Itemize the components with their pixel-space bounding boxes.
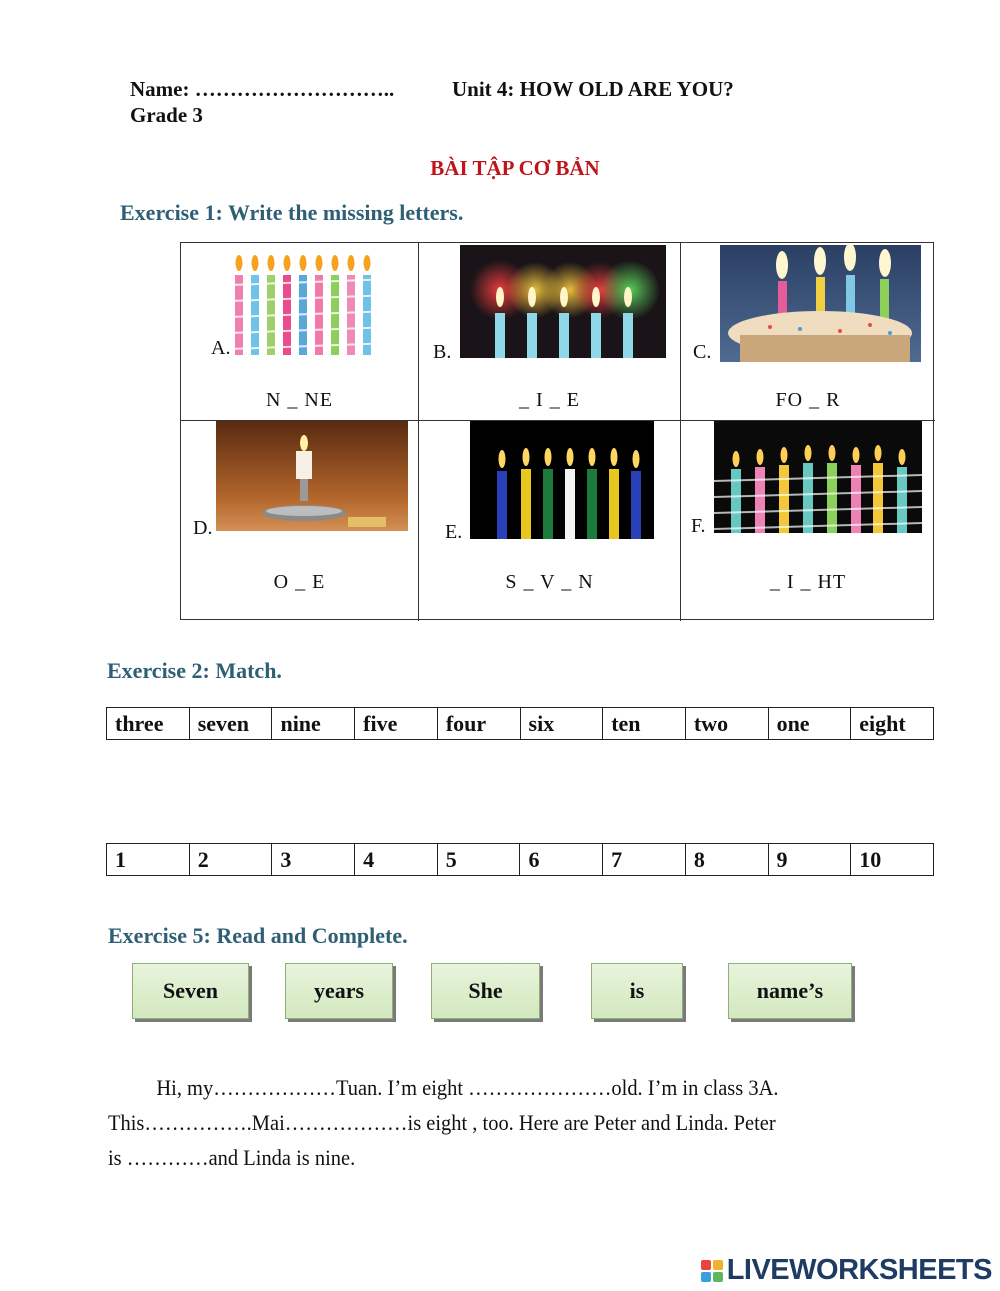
match-word[interactable]: four (437, 708, 520, 740)
cell-letter: C. (693, 341, 712, 363)
cell-d (181, 421, 419, 621)
match-word[interactable]: one (768, 708, 851, 740)
section-title: BÀI TẬP CƠ BẢN (430, 156, 600, 180)
word-bank-names[interactable]: name’s (728, 963, 852, 1019)
missing-letter-word[interactable]: S _ V _ N (505, 571, 594, 593)
cell-f (681, 421, 935, 621)
match-number[interactable]: 8 (685, 844, 768, 876)
cell-letter: F. (691, 515, 706, 537)
match-number[interactable]: 3 (272, 844, 355, 876)
five-candles-image (460, 245, 666, 358)
missing-letter-word[interactable]: O _ E (273, 571, 326, 593)
eight-candles-image (714, 421, 922, 533)
liveworksheets-brand[interactable] (701, 1254, 992, 1287)
match-word[interactable]: three (107, 708, 190, 740)
match-number[interactable]: 2 (189, 844, 272, 876)
passage-line: is …………and Linda is nine. (108, 1145, 356, 1170)
exercise1-heading: Exercise 1: Write the missing letters. (120, 200, 464, 225)
liveworksheets-logo-icon (701, 1260, 723, 1282)
match-number[interactable]: 4 (355, 844, 438, 876)
match-number[interactable]: 1 (107, 844, 190, 876)
match-word[interactable]: ten (603, 708, 686, 740)
missing-letter-word[interactable]: N _ NE (265, 389, 334, 411)
reading-passage (108, 1070, 852, 1175)
missing-letter-word[interactable]: _ I _ E (519, 389, 580, 411)
exercise2-heading: Exercise 2: Match. (107, 658, 282, 683)
word-bank-she[interactable]: She (431, 963, 540, 1019)
name-label: Name: ……………………….. (130, 77, 395, 101)
cell-b (419, 243, 681, 421)
passage-line: This…………….Mai………………is eight , too. Here are Peter and Linda. Peter (108, 1110, 776, 1135)
cell-letter: E. (445, 521, 463, 543)
word-table (106, 707, 934, 740)
cell-c (681, 243, 935, 421)
match-number[interactable]: 9 (768, 844, 851, 876)
match-number[interactable]: 10 (851, 844, 934, 876)
word-bank-years[interactable]: years (285, 963, 393, 1019)
seven-candles-image (470, 421, 654, 539)
match-word[interactable]: two (685, 708, 768, 740)
missing-letter-word[interactable]: FO _ R (775, 389, 841, 411)
match-number[interactable]: 6 (520, 844, 603, 876)
four-candles-cupcake-image (720, 245, 921, 362)
cell-letter: B. (433, 341, 452, 363)
unit-title: Unit 4: HOW OLD ARE YOU? (452, 77, 734, 101)
match-word[interactable]: eight (851, 708, 934, 740)
match-word[interactable]: seven (189, 708, 272, 740)
cell-letter: A. (211, 337, 231, 359)
match-word[interactable]: six (520, 708, 603, 740)
exercise1-grid (180, 242, 934, 620)
worksheet-header (130, 76, 734, 128)
match-word[interactable]: five (355, 708, 438, 740)
cell-letter: D. (193, 517, 213, 539)
match-number[interactable]: 7 (603, 844, 686, 876)
word-bank-is[interactable]: is (591, 963, 683, 1019)
word-bank-seven[interactable]: Seven (132, 963, 249, 1019)
match-number[interactable]: 5 (437, 844, 520, 876)
cell-e (419, 421, 681, 621)
grade-label: Grade 3 (130, 103, 203, 127)
match-word[interactable]: nine (272, 708, 355, 740)
nine-candles-image (231, 245, 391, 357)
exercise5-heading: Exercise 5: Read and Complete. (108, 923, 408, 948)
cell-a (181, 243, 419, 421)
brand-name: LIVEWORKSHEETS (726, 1254, 992, 1286)
one-candle-image (216, 421, 408, 531)
missing-letter-word[interactable]: _ I _ HT (769, 571, 847, 593)
passage-line: Hi, my………………Tuan. I’m eight …………………old. I’m in class 3A. (156, 1075, 779, 1100)
number-table (106, 843, 934, 876)
